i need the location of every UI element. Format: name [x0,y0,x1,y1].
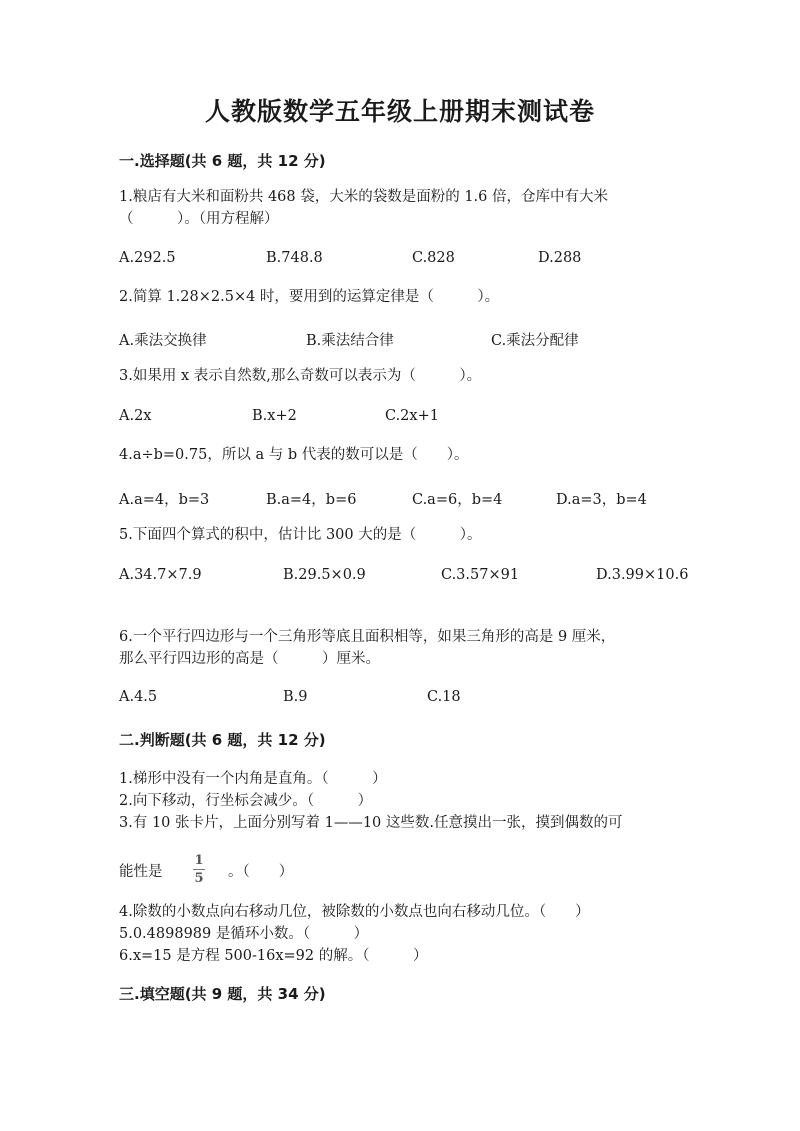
tf-item-1: 1.梯形中没有一个内角是直角。（ ） [119,771,387,787]
question-6 [119,626,615,670]
q4-option-b: B.a=4，b=6 [266,492,357,508]
q5-option-d: D.3.99×10.6 [596,567,689,583]
fraction-denominator: 5 [194,871,204,886]
q1-option-a: A.292.5 [119,250,176,266]
q5-option-c: C.3.57×91 [441,567,520,583]
question-3: 3.如果用 x 表示自然数,那么奇数可以表示为（ ）。 [119,368,482,384]
q4-option-a: A.a=4，b=3 [119,492,210,508]
tf-item-3-suffix: 。（ ） [228,864,294,880]
q6-option-b: B.9 [283,689,308,705]
q5-option-a: A.34.7×7.9 [119,567,202,583]
question-1 [119,186,608,230]
q4-option-d: D.a=3，b=4 [556,492,647,508]
question-5: 5.下面四个算式的积中，估计比 300 大的是（ ）。 [119,527,482,543]
q3-option-c: C.2x+1 [385,408,439,424]
tf-item-2: 2.向下移动，行坐标会减少。（ ） [119,793,373,809]
q6-option-a: A.4.5 [119,689,158,705]
q2-option-c: C.乘法分配律 [491,333,579,349]
q4-option-c: C.a=6，b=4 [412,492,503,508]
question-1-line1: 1.粮店有大米和面粉共 468 袋，大米的袋数是面粉的 1.6 倍，仓库中有大米 [119,189,609,205]
tf-item-3-prefix: 能性是 [119,864,163,880]
tf-item-3: 3.有 10 张卡片，上面分别写着 1——10 这些数.任意摸出一张，摸到偶数的可 [119,815,623,831]
question-6-line2: 那么平行四边形的高是（ ）厘米。 [119,651,380,667]
q1-option-b: B.748.8 [266,250,323,266]
fraction-one-fifth [190,853,208,886]
q3-option-b: B.x+2 [252,408,297,424]
q3-option-a: A.2x [119,408,152,424]
tf-item-5: 5.0.4898989 是循环小数。（ ） [119,926,369,942]
question-6-line1: 6.一个平行四边形与一个三角形等底且面积相等，如果三角形的高是 9 厘米， [119,629,616,645]
question-1-line2: （ ）。（用方程解） [119,211,279,227]
q6-option-c: C.18 [427,689,461,705]
tf-item-4: 4.除数的小数点向右移动几位，被除数的小数点也向右移动几位。（ ） [119,904,590,920]
q2-option-a: A.乘法交换律 [119,333,207,349]
exam-title: 人教版数学五年级上册期末测试卷 [204,97,595,126]
tf-item-6: 6.x=15 是方程 500-16x=92 的解。（ ） [119,948,428,964]
question-4: 4.a÷b=0.75，所以 a 与 b 代表的数可以是（ ）。 [119,447,469,463]
question-2: 2.简算 1.28×2.5×4 时，要用到的运算定律是（ ）。 [119,289,500,305]
section-heading-fill-blank: 三.填空题(共 9 题，共 34 分) [119,985,326,1003]
fraction-bar [193,869,205,870]
fraction-numerator: 1 [194,853,204,868]
section-heading-choice: 一.选择题(共 6 题，共 12 分) [119,152,326,170]
q1-option-c: C.828 [412,250,455,266]
q2-option-b: B.乘法结合律 [306,333,394,349]
q1-option-d: D.288 [538,250,582,266]
section-heading-true-false: 二.判断题(共 6 题，共 12 分) [119,731,326,749]
q5-option-b: B.29.5×0.9 [283,567,366,583]
